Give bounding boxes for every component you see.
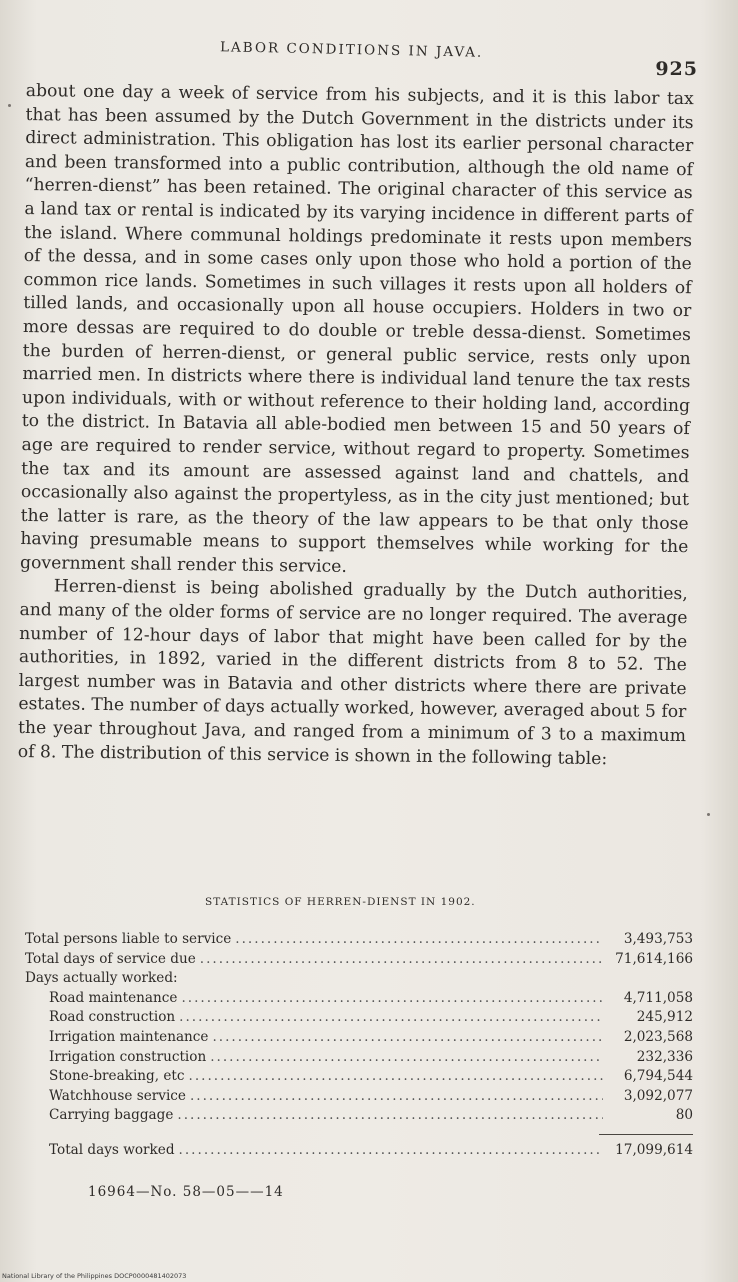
row-value: 2,023,568 [623,1028,693,1045]
total-label: Total days worked [49,1141,175,1158]
table-total-row [25,1141,693,1161]
leader-dots [181,989,603,1009]
table-row [25,950,693,970]
paragraph-1: about one day a week of service from his subjects, and it is this labor tax that has been assumed by the Dutch Government in the districts under its direct administration. This obligation has lost its earlier personal character and been transformed into a public contribution, although the old name of “herren-dienst” has been retained. The original character of this service as a land tax or rental is indicated by its varying incidence in different parts of the island. Where communal holdings predominate it rests upon members of the dessa, and in some cases only upon those who hold a portion of the common rice lands. Sometimes in such villages it rests upon all holders of tilled lands, and occasionally upon all house occupiers. Holders in two or more dessas are required to do double or treble dessa-dienst. Sometimes the burden of herren-dienst, or general public service, rests only upon married men. In districts where there is individual land tenure the tax rests upon individuals, with or without reference to their holding land, according to the district. In Batavia all able-bodied men between 15 and 50 years of age are required to render service, without regard to property. Sometimes the tax and its amount are assessed against land and chattels, and occasionally also against the propertyless, as in the city just mentioned; but the latter is rare, as the theory of the law appears to be that only those having presumable means to support themselves while working for the government shall render this service. [19,80,694,577]
running-title: LABOR CONDITIONS IN JAVA. [219,39,484,61]
leader-dots [177,1106,603,1126]
leader-dots [190,1087,603,1107]
page-header [0,38,738,78]
row-label: Carrying baggage [49,1107,174,1124]
row-value: 80 [675,1107,693,1124]
paragraph-2: Herren-dienst is being abolished gradually by the Dutch authorities, and many of the older forms of service are no longer required. The average number of 12-hour days of labor that might have been called for by the authorities, in 1892, varied in the different districts from 8 to 52. The largest number was in Batavia and other districts where there are private estates. The number of days actually worked, however, averaged about 5 for the year throughout Java, and ranged from a minimum of 3 to a maximum of 8. The distribution of this service is shown in the following table: [17,576,688,769]
row-value: 71,614,166 [615,950,693,967]
print-speck [8,104,11,107]
statistics-table [25,930,693,1161]
row-value: 245,912 [636,1009,693,1026]
body-text [18,80,694,772]
leader-dots [179,1008,603,1028]
row-value: 6,794,544 [623,1068,693,1085]
table-row [25,1067,693,1087]
row-value: 232,336 [636,1048,693,1065]
leader-dots [200,950,603,970]
row-label: Irrigation construction [49,1048,207,1065]
total-rule [599,1134,693,1135]
leader-dots [210,1048,603,1068]
row-label: Road construction [49,1009,176,1026]
table-row [25,1106,693,1126]
table-row [25,930,693,950]
row-value: 3,493,753 [623,931,693,947]
row-label: Watchhouse service [49,1087,186,1104]
table-row [25,1028,693,1048]
print-speck [707,813,710,816]
leader-dots [212,1028,603,1048]
row-label: Total persons liable to service [25,931,232,947]
leader-dots [235,930,603,950]
row-label: Stone-breaking, etc [49,1068,185,1085]
page-number: 925 [655,58,698,80]
section-heading: Days actually worked: [25,970,178,987]
row-value: 3,092,077 [623,1087,693,1104]
leader-dots [189,1067,603,1087]
table-row [25,1008,693,1028]
total-value: 17,099,614 [615,1141,693,1158]
printer-signature: 16964—No. 58—05——14 [88,1184,284,1200]
leader-dots [179,1141,603,1161]
table-row [25,1087,693,1107]
row-label: Irrigation maintenance [49,1028,209,1045]
digitization-stamp: National Library of the Philippines DOCP0000481402073 [2,1272,187,1280]
row-value: 4,711,058 [623,989,693,1006]
table-title: STATISTICS OF HERREN-DIENST IN 1902. [205,896,476,908]
table-row [25,989,693,1009]
row-label: Total days of service due [25,950,196,967]
table-row [25,1048,693,1068]
row-label: Road maintenance [49,989,178,1006]
